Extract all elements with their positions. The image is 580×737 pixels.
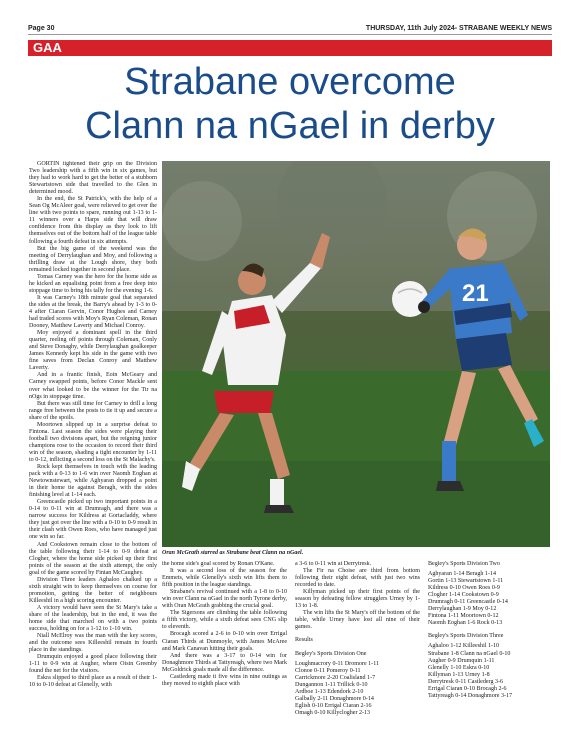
paragraph: A victory would have seen the St Mary's take a share of the leadership, but in the end, it was the home side that marched on with a two points success, holding on for a 1-12 to 1-10 win. [29, 604, 157, 633]
paragraph: It was Carney's 18th minute goal that separated the sides at the break, the Barry's ahead by 1-3 to 0-4 after Ciaran Gervin, Conor Hughes and Carney had traded scores with Moy's Ryan Coleman, Ronan Dooney, Matthew Laverty and Michael Conroy. [29, 294, 157, 330]
result-line: Killyman 1-13 Urney 1-8 [428, 671, 490, 678]
paragraph: GORTIN tightened their grip on the Division Two leadership with a fifth win in six games, but they had to work hard to get the better of a stubborn Stewartstown side that travelled to the Glen in determined mood. [29, 161, 157, 196]
result-line: Derrytresk 0-11 Castlederg 3-6 [428, 678, 504, 685]
result-line: Augher 0-9 Drumquin 1-11 [428, 657, 495, 664]
paragraph: But the big game of the weekend was the meeting of Derrylaughan and Moy, and following a thrilling draw at the Lough shore, they both remained locked together in second place. [29, 245, 157, 273]
paragraph: The Sigersons are climbing the table following a fifth victory, while a sixth defeat sees CNG slip to eleventh. [162, 610, 287, 631]
paragraph: Eskra slipped to third place as a result of their 1-10 to 0-10 defeat at Glenelly, with [29, 675, 157, 689]
result-line: Omagh 0-10 Killyclogher 2-13 [295, 709, 371, 716]
result-line: Clonoe 0-11 Pomeroy 0-11 [295, 667, 361, 674]
paragraph: And there was a 3-17 to 0-14 win for Donaghmore Thirds at Tattyreagh, where two Mark McGoldrick goals made all the difference. [162, 652, 287, 673]
division-two-heading: Begley's Sports Division Two [428, 561, 500, 567]
date-line: THURSDAY, 11th July 2024- STRABANE WEEKLY NEWS [365, 24, 552, 32]
page-header [28, 22, 552, 34]
result-line: Aghaloo 1-12 Killeeshil 1-10 [428, 643, 500, 650]
result-line: Loughmacrory 0-11 Dromore 1-11 [295, 660, 380, 667]
paragraph: The win lifts the St Mary's off the bottom of the table, while Urney have lost all nine of their games. [295, 610, 420, 631]
match-photo [162, 161, 550, 547]
section-label: GAA [33, 40, 62, 55]
paragraph: And Cookstown remain close to the bottom of the table following their 1-14 to 0-9 defeat at Clogher, where the home side picked up their first points of the season at the sixth attempt, the only goal of the game scored by Fintan McCaughey. [29, 541, 157, 576]
paragraph: In the end, the St Patrick's, with the help of a Sean Og McAleer goal, were relieved to get over the line with two points to spare, running out 1-13 to 1-11 winners over a Harps side that will draw confidence from this display as they look to lift themselves out of the bottom half of the league table following a fourth defeat in six attempts. [29, 196, 157, 245]
paragraph: Moortown slipped up in a surprise defeat to Fintona. Last season the sides were playing their football two divisions apart, but the reigning junior champions rose to the occasion to record their third win of the season, shading a tight encounter by 1-11 to 0-12, inflicting a second loss on the St Malachy's. [29, 421, 157, 463]
paragraph: Drumquin enjoyed a good place following their 1-11 to 0-9 win at Augher, where Oisin Greenby found the net for the visitors. [29, 654, 157, 675]
match-photo-illustration [162, 161, 550, 547]
headline-line-1: Strabane overcome [124, 61, 456, 103]
paragraph: Killyman picked up their first points of the season by defeating fellow strugglers Urney by 1-13 to 1-8. [295, 589, 420, 610]
headline-line-2: Clann na nGael in derby [85, 105, 495, 147]
result-line: Aghyaran 1-14 Beragh 1-14 [428, 571, 497, 578]
paragraph: the home side's goal scored by Ronan O'Kane. [162, 561, 275, 567]
page-number: Page 30 [28, 24, 55, 32]
result-line: Gortin 1-13 Stewartstown 1-11 [428, 578, 504, 585]
result-line: Clogher 1-14 Cookstown 0-9 [428, 592, 499, 599]
result-line: Tattyreagh 0-14 Donaghmore 3-17 [428, 692, 513, 699]
paragraph: Strabane's revival continued with a 1-8 to 0-10 win over Clann na nGael in the north Tyrone derby, with Oran McGrath grabbing the crucial goal. [162, 589, 287, 610]
article-column-2 [162, 561, 287, 727]
paragraph: Rock kept themselves in touch with the leading pack with a 0-13 to 1-6 win over Naomh Eoghan at Newtownstewart, while Aghyaran dropped a point in their home tie against Beragh, with the sides finishing level at 1-14 each. [29, 464, 157, 499]
result-line: Eglish 0-10 Errigal Ciaran 2-16 [295, 702, 372, 709]
division-three-heading: Begley's Sports Division Three [428, 633, 504, 640]
section-banner [28, 40, 552, 56]
paragraph: a 3-6 to 0-11 win at Derrytresk. [295, 561, 372, 567]
result-line: Carrickmore 2-20 Coalisland 1-7 [295, 674, 376, 681]
paragraph: The Fir na Choise are third from bottom following their eight defeat, with just two wins recorded to date. [295, 568, 420, 589]
result-line: Glenelly 1-10 Eskra 0-10 [428, 664, 490, 671]
paragraph: It was a second loss of the season for the Emmets, while Glenelly's sixth win lifts them to fifth position in the league standings. [162, 568, 287, 589]
paragraph: Tomas Carney was the hero for the home side as he kicked an equalising point from a free deep into stoppage time to bring his tally for the evening 1-6. [29, 273, 157, 294]
paragraph: And in a frantic finish, Eoin McGeary and Carney swapped points, before Conor Mackle sent over what looked to be the winner for the Tir na nOgs in stoppage time. [29, 372, 157, 400]
division-one-heading: Begley's Sports Division One [295, 650, 367, 657]
paragraph: Moy enjoyed a dominant spell in the third quarter, reeling off points through Coleman, Conly and Steve Donaghy, while Derrylaughan goalkeeper James Kennedy kept his side in the game with two fine saves from Declan Conroy and Matthew Laverty. [29, 330, 157, 372]
paragraph: Division Three leaders Aghaloo chalked up a sixth straight win to keep themselves on course for promotion, getting the better of neighbours Killeeshil in a high scoring encounter. [29, 576, 157, 604]
result-line: Naomh Eoghan 1-6 Rock 0-13 [428, 620, 503, 627]
results-heading: Results [295, 637, 313, 644]
paragraph: Castlederg made it five wins in nine outings as they moved to eighth place with [162, 673, 287, 687]
result-line: Derrylaughan 1-9 Moy 0-12 [428, 606, 497, 613]
result-line: Dungannon 1-11 Trillick 0-10 [295, 681, 368, 688]
article-column-1 [29, 161, 157, 727]
photo-caption: Oran McGrath starred as Strabane beat Clann na nGael. [162, 550, 304, 556]
article-column-3 [295, 561, 420, 727]
result-line: Fintona 1-11 Moortown 0-12 [428, 613, 499, 620]
result-line: Drumragh 0-11 Greencastle 0-14 [428, 599, 508, 606]
header-rule [28, 34, 552, 35]
result-line: Kildress 0-10 Owen Roes 0-9 [428, 585, 500, 592]
jersey-number: 21 [462, 280, 489, 307]
result-line: Strabane 1-8 Clann na nGael 0-10 [428, 650, 511, 657]
result-line: Ardboe 1-13 Edendork 2-10 [295, 688, 364, 695]
paragraph: Brocagh scored a 2-6 to 0-10 win over Errigal Ciaran Thirds at Dunmoyle, with James McAree and Mark Canavan hitting their goals. [162, 631, 287, 652]
paragraph: But there was still time for Carney to drill a long range free between the posts to tie it up and secure a share of the spoils. [29, 400, 157, 421]
paragraph: Niall McElroy was the man with the key scores, and the outcome sees Killeeshil remain in fourth place in the standings. [29, 633, 157, 654]
paragraph: Greencastle picked up two important points in a 0-14 to 0-11 win at Drumragh, and there was a narrow success for Kildress at Gortacladdy, where they just got over the line with a 0-10 to 0-9 result in their clash with Owen Roes, who have managed just one win so far. [29, 499, 157, 541]
result-line: Errigal Ciaran 0-10 Brocagh 2-6 [428, 685, 507, 692]
result-line: Galbally 2-11 Donaghmore 0-14 [295, 695, 374, 702]
results-column [428, 561, 552, 727]
headline [28, 60, 552, 148]
